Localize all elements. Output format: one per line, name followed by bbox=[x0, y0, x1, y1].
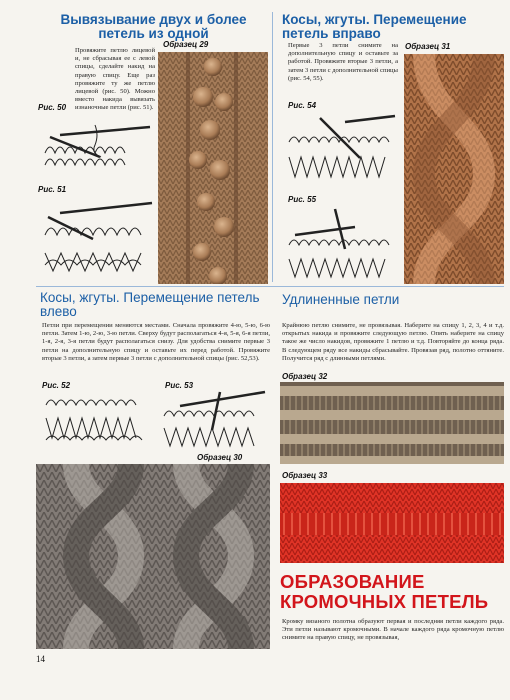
red-elongated-stitch-photo bbox=[280, 483, 504, 563]
figure-52-label: Рис. 52 bbox=[42, 381, 71, 390]
section-title-cable-left: Косы, жгуты. Перемещение петель влево bbox=[40, 290, 260, 320]
cable-knit-grey-photo bbox=[36, 464, 270, 649]
section-text-elongated: Крайнюю петлю снимите, не провязывая. Наберите на спицу 1, 2, 3, 4 и т.д. открытых накида и провяжите следующую петлю. Опять наберите на спицу такое же число накидов, провяжите 1 петлю и т.д. Повторяйте до конца ряда. В следующем ряду все накиды сбрасывайте. Провязав ряд, полотно оттяните. Получится ряд с длинными петлями. bbox=[282, 322, 504, 362]
sample-30-label: Образец 30 bbox=[197, 453, 243, 462]
sample-31-photo bbox=[404, 54, 504, 284]
sample-32-label: Образец 32 bbox=[282, 372, 328, 381]
section-title-edge-line1: ОБРАЗОВАНИЕ bbox=[280, 571, 425, 592]
figure-54-label: Рис. 54 bbox=[288, 101, 317, 110]
figure-55-label: Рис. 55 bbox=[288, 195, 317, 204]
row-divider bbox=[36, 286, 504, 287]
figure-55-diagram bbox=[285, 205, 400, 283]
sample-33-label: Образец 33 bbox=[282, 471, 328, 480]
figure-53-label: Рис. 53 bbox=[165, 381, 194, 390]
sample-30-photo bbox=[36, 464, 270, 649]
section-title-edge-line2: КРОМОЧНЫХ ПЕТЕЛЬ bbox=[280, 591, 489, 612]
figure-51-label: Рис. 51 bbox=[38, 185, 67, 194]
page-number: 14 bbox=[36, 654, 45, 664]
figure-54-diagram bbox=[285, 112, 400, 187]
section-title-cable-right: Косы, жгуты. Перемещение петель вправо bbox=[282, 12, 467, 42]
figure-52-diagram bbox=[42, 390, 152, 450]
section-text-cable-left: Петли при перемещении меняются местами. Сначала провяжите 4-ю, 5-ю, 6-ю петли. Затем 1-ю, 2-ю, 3-ю петли. Сверху будут располагаться 4-я, 5-я, 6-я петли, 1-я, 2-я, 3-я петли будут располагаться снизу. Для удобства снимите первые 3 петли на дополнительную спицу и оставьте их перед работой. Провяжите вторые 3 петли, а затем первые 3 петли с дополнительной спицы (рис. 52,53). bbox=[42, 322, 270, 362]
column-divider bbox=[272, 12, 273, 282]
section-title-multiple-stitches: Вывязывание двух и более петель из одной bbox=[60, 12, 247, 42]
sample-32-photo bbox=[280, 382, 504, 464]
cable-knit-orange-photo bbox=[404, 54, 504, 284]
figure-53-diagram bbox=[160, 388, 270, 450]
bobble-knit-photo bbox=[158, 52, 268, 284]
sample-29-photo bbox=[158, 52, 268, 284]
figure-50-diagram bbox=[40, 113, 155, 173]
elongated-stitch-photo bbox=[280, 382, 504, 464]
section-text-cable-right: Первые 3 петли снимите на дополнительную спицу и оставьте за работой. Провяжите вторые 3 петли, а затем 3 петли с дополнительной спицы (рис. 54, 55). bbox=[288, 42, 398, 82]
sample-31-label: Образец 31 bbox=[405, 42, 451, 51]
section-text-multiple-stitches: Провяжите петлю лицевой и, не сбрасывая ее с левой спицы, сделайте накид на правую спицу. Еще раз провяжите ту же петлю лицевой (рис. 50). Можно вместо накида вывязать изнаночные петли (рис. 51). bbox=[75, 47, 155, 112]
section-title-elongated: Удлиненные петли bbox=[282, 292, 400, 307]
section-text-edge: Кромку вязаного полотна образуют первая и последняя петли каждого ряда. Эти петли называют кромочными. В начале каждого ряда кромочную петлю снимите на правую спицу, не провязывая, bbox=[282, 618, 504, 642]
figure-51-diagram bbox=[40, 195, 155, 280]
sample-29-label: Образец 29 bbox=[163, 40, 209, 49]
sample-33-photo bbox=[280, 483, 504, 563]
figure-50-label: Рис. 50 bbox=[38, 103, 67, 112]
